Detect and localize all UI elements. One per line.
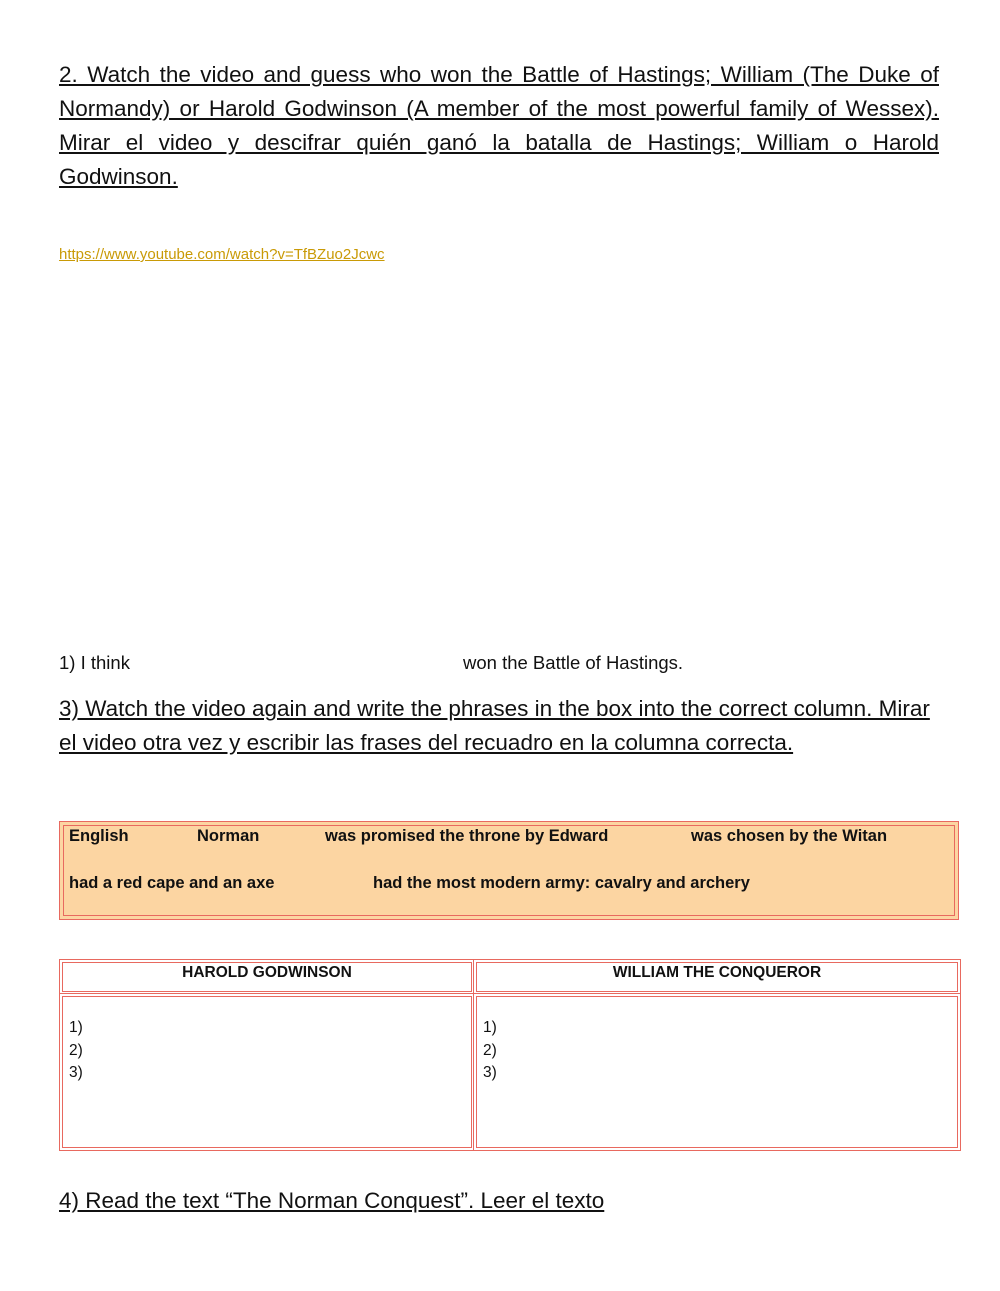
phrase-norman: Norman <box>197 827 260 845</box>
answer-prefix: 1) I think <box>59 652 130 673</box>
list-item: 2) <box>69 1041 83 1059</box>
answer-cell-william[interactable] <box>473 993 961 1151</box>
list-item: 1) <box>69 1019 83 1036</box>
phrase-english: English <box>69 827 129 845</box>
phrase-chosen-by-witan: was chosen by the Witan <box>691 827 888 845</box>
column-header-harold <box>59 959 475 995</box>
phrase-promised-throne: was promised the throne by Edward <box>325 827 609 845</box>
list-item: 3) <box>483 1064 497 1081</box>
harold-list <box>69 1017 83 1085</box>
list-item: 2) <box>483 1041 497 1059</box>
answer-table <box>59 959 961 1151</box>
answer-sentence <box>59 652 939 676</box>
column-header-william-label: WILLIAM THE CONQUEROR <box>612 964 822 981</box>
question-4-instruction: 4) Read the text “The Norman Conquest”. Leer el texto <box>59 1188 605 1213</box>
video-link[interactable]: https://www.youtube.com/watch?v=TfBZuo2Jcwc <box>59 246 385 263</box>
question-2-instruction: 2. Watch the video and guess who won the Battle of Hastings; William (The Duke of Normandy) or Harold Godwinson (A member of the most powerful family of Wessex). Mirar el video y descifrar quién ganó la batalla de Hastings; William o Harold Godwinson. <box>59 62 939 189</box>
answer-cell-harold[interactable] <box>59 993 475 1151</box>
phrase-box <box>59 821 959 920</box>
question-3-instruction: 3) Watch the video again and write the phrases in the box into the correct column. Mirar el video otra vez y escribir las frases del recuadro en la columna correcta. <box>59 696 930 755</box>
column-header-william <box>473 959 961 995</box>
answer-suffix: won the Battle of Hastings. <box>463 652 684 673</box>
column-header-harold-label: HAROLD GODWINSON <box>182 964 352 981</box>
list-item: 3) <box>69 1064 83 1081</box>
phrase-red-cape: had a red cape and an axe <box>69 874 275 892</box>
william-list <box>483 1017 497 1085</box>
list-item: 1) <box>483 1019 497 1036</box>
phrase-modern-army: had the most modern army: cavalry and archery <box>373 874 750 892</box>
